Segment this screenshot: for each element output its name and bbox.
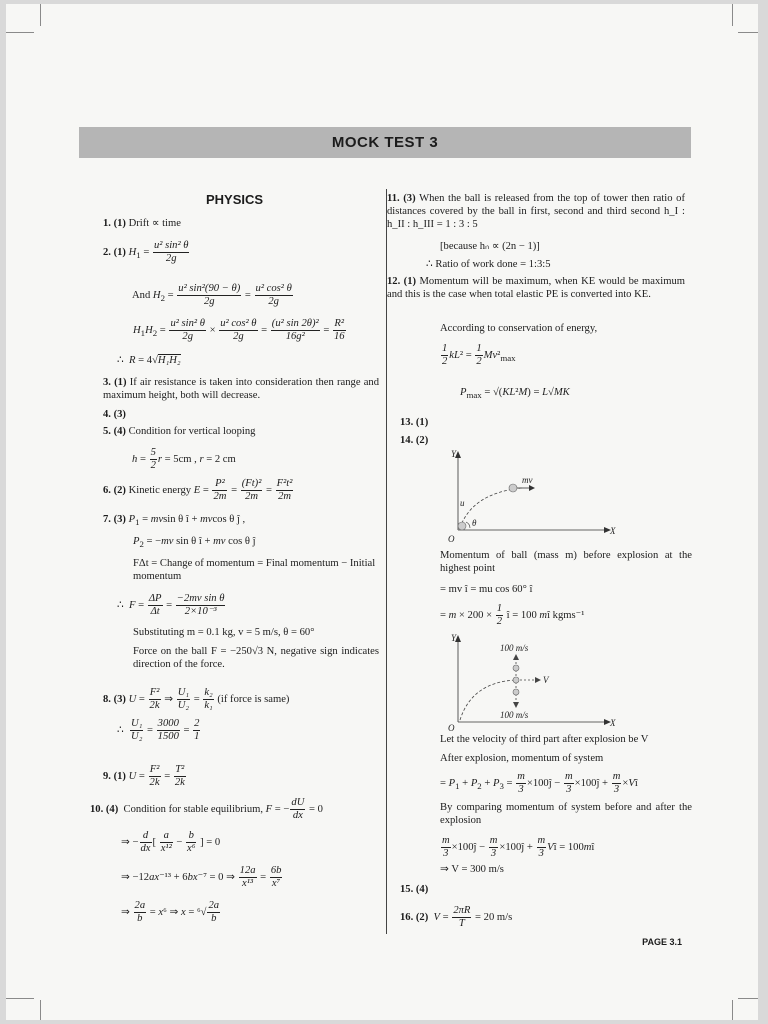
crop-mark <box>40 4 41 26</box>
answer-7-p2: $P_2 = -mv$ sin θ î + mv cos θ ĵ <box>133 536 256 550</box>
answer-14-line1: Momentum of ball (mass m) before explosion at the highest point <box>440 550 692 574</box>
answer-7-subst: Substituting m = 0.1 kg, v = 5 m/s, θ = 60° <box>133 627 315 638</box>
page-title: MOCK TEST 3 <box>331 134 439 151</box>
diagram2-x-label: X <box>610 718 616 728</box>
crop-mark <box>732 1000 733 1020</box>
diagram2-origin-label: O <box>448 723 455 732</box>
answer-8-ratio: ∴ $\frac{\text{U₁}}{\text{U₂}}$ = $\frac{3000}{1500}$ = $\frac{2}{1}$ <box>117 718 200 742</box>
answer-14-line8: $\frac{m}{3}$ ×100ĵ − $\frac{m}{3}$ ×100ĵ + $\frac{m}{3}$ Vî = 100mî <box>442 835 595 859</box>
answer-7: 7. (3) $P_1 = mvsin$ θ î + mvcos θ ĵ , <box>103 514 246 528</box>
answer-6: 6. (2) Kinetic energy E = $\frac{\text{P²}}{2m}$ = $\frac{\text{(Ft)²}}{2m}$ = $\frac{\text{F²t²}}{2m}$ <box>103 478 293 502</box>
answer-12-pmax: $P_{max} = √(KL^2M) = L√MK$ <box>460 387 570 401</box>
answer-14-line5: After explosion, momentum of system <box>440 753 604 764</box>
answer-14-line6: = $P_1 + P_2 + P_3$ = $\frac{m}{3}$ ×100ĵ − $\frac{m}{3}$ ×100ĵ + $\frac{m}{3}$ ×Vî <box>440 771 638 795</box>
answer-12: 12. (1) Momentum will be maximum, when KE would be maximum and this is the case when total elastic PE is converted into KE. <box>387 276 685 300</box>
answer-9: 9. (1) U = $\frac{\text{F²}}{2k}$ = $\frac{\text{T²}}{2k}$ <box>103 764 185 788</box>
answer-7-line3: FΔt = Change of momentum = Final momentum − Initial momentum <box>133 558 376 582</box>
answer-15: 15. (4) <box>400 884 429 895</box>
answer-14-line4: Let the velocity of third part after explosion be V <box>440 734 649 745</box>
answer-14-line2: = mv î = mu cos 60° î <box>440 584 533 595</box>
diagram2-bottom-velocity: 100 m/s <box>500 710 529 720</box>
crop-mark <box>738 998 758 999</box>
diagram1-u-label: u <box>460 498 465 508</box>
crop-mark <box>6 32 34 33</box>
crop-mark <box>40 1000 41 1020</box>
answer-14-line9: ⇒ V = 300 m/s <box>440 864 504 875</box>
answer-14: 14. (2) <box>400 435 429 446</box>
answer-7-result: Force on the ball F = −250√3 N, negative sign indicates direction of the force. <box>133 646 379 670</box>
answer-3: 3. (1) If air resistance is taken into consideration then range and maximum height, both will decrease. <box>103 377 380 401</box>
answer-16: 16. (2) V = $\frac{2\pi R}{T}$ = 20 m/s <box>400 905 513 929</box>
diagram2-top-velocity: 100 m/s <box>500 643 529 653</box>
answer-2-result: ∴ R = 4√H₁H₂ <box>117 355 181 366</box>
answer-2: 2. (1) $H_1$ = $\frac{\text{u² sin² θ}}{2g}$ <box>103 240 189 264</box>
diagram1-y-label: Y <box>451 449 457 459</box>
answer-10-line3: ⇒ −12ax⁻¹³ + 6bx⁻⁷ = 0 ⇒ $\frac{12a}{\text{x¹³}}$ = $\frac{6b}{\text{x⁷}}$ <box>121 865 282 889</box>
answer-4: 4. (3) <box>103 409 126 420</box>
answer-1: 1. (1) Drift ∝ time <box>103 218 181 229</box>
crop-mark <box>6 998 34 999</box>
answer-11-ratio: ∴ Ratio of work done = 1:3:5 <box>426 259 551 270</box>
answer-1-text: Drift ∝ time <box>128 218 181 229</box>
crop-mark <box>738 32 758 33</box>
answer-11-because: [because hₙ ∝ (2n − 1)] <box>440 241 540 252</box>
answer-14-line3: = m × 200 × $\frac{1}{2}$ î = 100 mî kgms⁻¹ <box>440 603 585 627</box>
page-number: PAGE 3.1 <box>642 937 682 947</box>
answer-2-line3: $H_1H_2$ = $\frac{\text{u² sin² θ}}{2g}$ × $\frac{\text{u² cos² θ}}{2g}$ = $\frac{\text{(u² sin 2θ)²}}{\text{16g²}}$ = $\frac{\text{R²}}{16}$ <box>133 318 345 342</box>
answer-3-text: If air resistance is taken into consideration then range and maximum height, both will decrease. <box>103 377 380 401</box>
title-banner <box>79 127 691 158</box>
diagram1-x-label: X <box>610 526 616 536</box>
answer-8: 8. (3) U = $\frac{\text{F²}}{2k}$ ⇒ $\frac{\text{U₁}}{\text{U₂}}$ = $\frac{\text{k₂}}{\text{k₁}}$ (if force is same) <box>103 687 290 711</box>
answer-14-line7: By comparing momentum of system before and after the explosion <box>440 802 692 826</box>
answer-10: 10. (4) Condition for stable equilibrium, F = − $\frac{dU}{dx}$ = 0 <box>90 797 323 821</box>
answer-5: 5. (4) Condition for vertical looping <box>103 426 256 437</box>
answer-13: 13. (1) <box>400 417 429 428</box>
crop-mark <box>732 4 733 26</box>
answer-5-formula: h = $\frac{5}{2}$ r = 5cm , r = 2 cm <box>132 447 236 471</box>
answer-11: 11. (3) When the ball is released from the top of tower then ratio of distances covered by the ball in first, second and third second h_I : h_II : h_III = 1 : 3 : 5 <box>387 193 685 230</box>
subject-heading: PHYSICS <box>206 192 264 207</box>
explosion-diagram <box>432 632 622 732</box>
diagram1-origin-label: O <box>448 534 455 544</box>
diagram1-mv-label: mv <box>522 475 533 485</box>
answer-10-line4: ⇒ $\frac{2a}{b}$ = x⁶ ⇒ x = ⁶√ $\frac{2a}{b}$ <box>121 900 220 924</box>
answer-10-line2: ⇒ − $\frac{d}{dx}$ [ $\frac{a}{\text{x¹²}}$ − $\frac{b}{\text{x⁶}}$ ] = 0 <box>121 830 221 854</box>
diagram1-theta-label: θ <box>472 518 477 528</box>
answer-2-line2: And $H_2$ = $\frac{\text{u² sin²(90 − θ)}}{2g}$ = $\frac{\text{u² cos² θ}}{2g}$ <box>132 283 292 307</box>
diagram2-y-label: Y <box>451 633 457 643</box>
answer-12-line2: According to conservation of energy, <box>440 323 598 334</box>
projectile-diagram <box>432 448 622 548</box>
diagram2-v-label: V <box>543 675 549 685</box>
answer-7-force: ∴ F = $\frac{\Delta P}{\Delta t}$ = $\frac{\text{−2mv sin θ}}{\text{2×10⁻³}}$ <box>117 593 225 617</box>
answer-12-energy: $\frac{1}{2}$ kL² = $\frac{1}{2}$ $Mv^2_{max}$ <box>442 343 516 367</box>
